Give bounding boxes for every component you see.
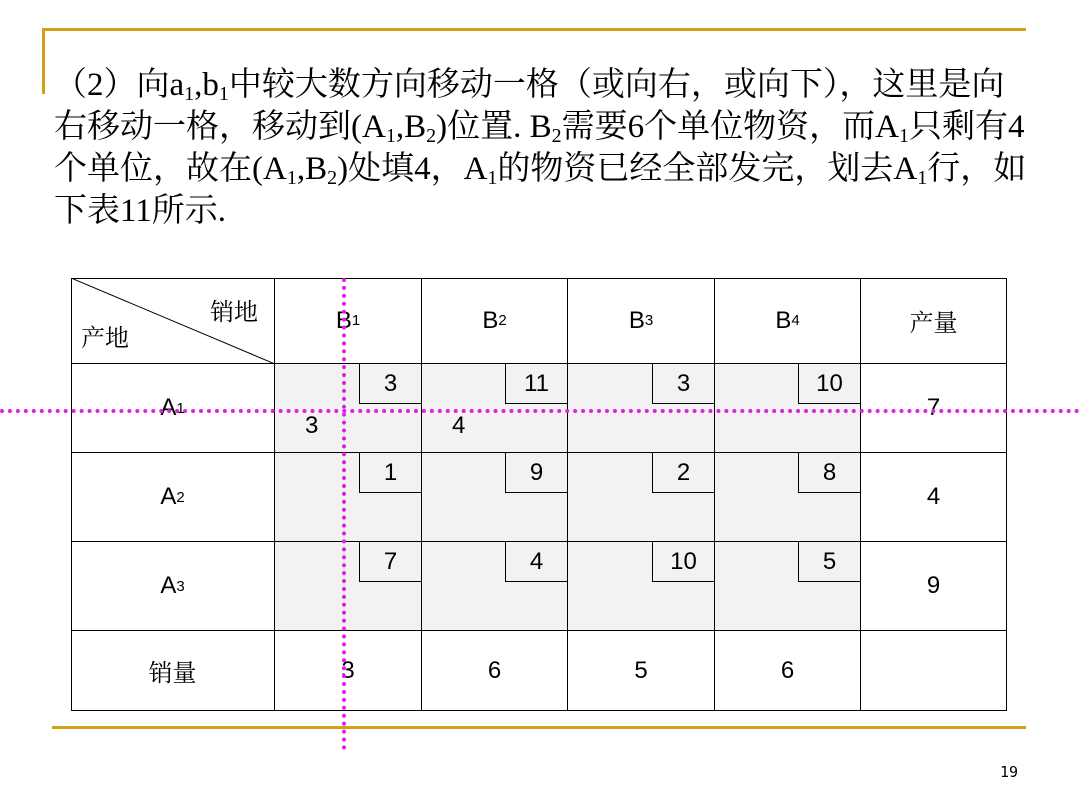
cell-a3-b1	[275, 542, 422, 631]
cell-a2-b2	[422, 453, 568, 542]
frame-bottom-rule	[52, 726, 1026, 729]
cost-box: 3	[359, 364, 421, 404]
cost-box: 4	[505, 542, 567, 582]
frame-left-rule	[42, 28, 45, 94]
cell-a2-b4	[715, 453, 861, 542]
col-header-b4: B 4	[715, 278, 861, 364]
cost-box: 9	[505, 453, 567, 493]
cross-out-column-b1-line	[342, 278, 346, 750]
col-header-supply: 产量	[861, 278, 1007, 364]
col-header-b1: B 1	[275, 278, 422, 364]
cost-box: 10	[798, 364, 860, 404]
cost-box: 2	[652, 453, 714, 493]
corner-label-sales: 销地	[210, 298, 258, 326]
cell-a2-b1	[275, 453, 422, 542]
col-header-b2: B 2	[422, 278, 568, 364]
cost-box: 5	[798, 542, 860, 582]
supply-a3: 9	[861, 542, 1007, 631]
row-header-a1: A 1	[71, 364, 275, 453]
demand-b4: 6	[715, 631, 861, 711]
cell-a3-b2	[422, 542, 568, 631]
supply-a1: 7	[861, 364, 1007, 453]
cross-out-row-a1-line	[0, 409, 1080, 413]
cost-box: 11	[505, 364, 567, 404]
demand-b3: 5	[568, 631, 715, 711]
supply-a2: 4	[861, 453, 1007, 542]
cost-box: 3	[652, 364, 714, 404]
cell-a3-b4	[715, 542, 861, 631]
body-paragraph: （2）向$a_1,b_1$中较大数方向移动一格（或向右，或向下），这里是向右移动一格，移动到$(A_1,B_2)$位置. $B_2$需要6个单位物资，而$A_1$只剩有4个单位，故在$(A_1,B_2)$处填4，$A_1$的物资已经全部发完，划去$A_1$行，如下表11所示.	[54, 67, 1027, 229]
demand-b1: 3	[275, 631, 422, 711]
cost-box: 1	[359, 453, 421, 493]
allocation-value: 4	[452, 412, 466, 439]
cost-box: 10	[652, 542, 714, 582]
demand-label: 销量	[71, 631, 275, 711]
demand-empty	[861, 631, 1007, 711]
transport-table	[71, 278, 1007, 711]
cost-box: 7	[359, 542, 421, 582]
cell-a3-b3	[568, 542, 715, 631]
row-header-a2: A 2	[71, 453, 275, 542]
page-number: 19	[1000, 763, 1019, 781]
frame-top-rule	[42, 28, 1026, 31]
corner-header-cell	[71, 278, 275, 364]
allocation-value: 3	[305, 412, 319, 439]
cell-a2-b3	[568, 453, 715, 542]
demand-b2: 6	[422, 631, 568, 711]
row-header-a3: A 3	[71, 542, 275, 631]
cost-box: 8	[798, 453, 860, 493]
col-header-b3: B 3	[568, 278, 715, 364]
corner-label-origin: 产地	[81, 324, 129, 352]
